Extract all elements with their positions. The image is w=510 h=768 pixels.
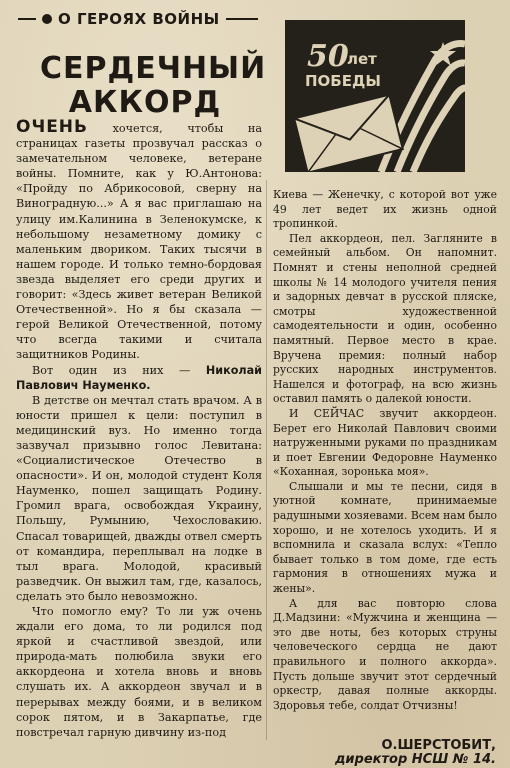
emblem-word-years: лет — [347, 50, 377, 68]
lead-word: ОЧЕНЬ — [16, 117, 88, 137]
bullet-icon — [42, 14, 52, 24]
paragraph: В детстве он мечтал стать врачом. А в юности пришел к цели: поступил в медицинский вуз. Но именно тогда зазвучал призывно голос Левитана: «Социалистическое Отечество в опасности». И он, молодой студент Коля Науменко, пошел защищать Родину. Громил врага, освобождая Украину, Польшу, Румынию, Чехословакию. Спасал товарищей, дважды отвел смерть от командира, переплывал на лодке в тыл врага. Молодой, красивый разведчик. Он выжил там, где, казалось, сделать это было невозможно. — [16, 393, 262, 603]
paragraph — [16, 117, 262, 363]
headline-line-2: АККОРД — [68, 85, 222, 120]
paragraph: Слышали и мы те песни, сидя в уютной комнате, принимаемые радушными хозяевами. Всем нам было хорошо, и не хотелось уходить. И я вспомнила и сказала вслух: «Тепло бывает только в том доме, где есть гармония в отношениях мужа и жены». — [273, 479, 497, 596]
author-role: директор НСШ № 14. — [334, 752, 496, 767]
paragraph-text: Вот один из них — — [32, 363, 206, 377]
rubric — [18, 10, 258, 28]
paragraph: Киева — Женечку, с которой вот уже 49 лет ведет их жизнь одной тропинкой. — [273, 188, 497, 231]
hero-name: Николай Павлович Науменко. — [16, 363, 262, 392]
emblem-word-victory: ПОБЕДЫ — [305, 72, 381, 90]
paragraph: А для вас повторю слова Д.Мадзини: «Мужчина и женщина — это две ноты, без которых струны человеческого сердца не дают правильного и полного аккорда». Пусть дольше звучит этот сердечный оркестр, давая полные аккорды. Здоровья тебе, солдат Отчизны! — [273, 596, 497, 712]
envelope-ribbon-icon — [285, 20, 465, 172]
victory-50-emblem — [285, 20, 465, 172]
rubric-label: О ГЕРОЯХ ВОЙНЫ — [58, 10, 220, 28]
emblem-number: 50 — [307, 39, 349, 74]
column-divider — [266, 180, 267, 740]
author-name: О.ШЕРСТОБИТ, — [381, 738, 496, 753]
paragraph-text: хочется, чтобы на страницах газеты прозвучал рассказ о замечательном человеке, ветеране войны. Помните, как у Ю.Антонова: «Пройду по Абрикосовой, сверну на Виноградную...» А я вас приглашаю на улицу им.Калинина в Зеленокумске, к небольшому незаметному домику с маленьким двориком. Таких тысячи в нашем городе. И только темно-бордовая звезда выделяет его среди других и говорит: «Здесь живет ветеран Великой Отечественной». Но я бы сказала — герой Великой Отечественной, потому что всегда такими и считала защитников Родины. — [16, 122, 262, 362]
article-column-2 — [273, 188, 497, 713]
rubric-rule-left — [18, 18, 36, 20]
article-column-1 — [16, 117, 262, 740]
headline-line-1: СЕРДЕЧНЫЙ — [40, 51, 267, 86]
rubric-rule-right — [226, 18, 258, 20]
paragraph — [16, 363, 262, 393]
paragraph: Пел аккордеон, пел. Загляните в семейный альбом. Он напомнит. Помнят и стены неполной средней школы № 14 молодого учителя пения и задорных девчат в русской пляске, смотры художественной самодеятельности и один, особенно памятный. Первое место в крае. Вручена премия: полный набор русских народных инструментов. Нашелся и фотограф, на всю жизнь оставил память о далекой юности. — [273, 231, 497, 406]
paragraph: И СЕЙЧАС звучит аккордеон. Берет его Николай Павлович своими натруженными руками по праздникам и поет Евгении Федоровне Науменко «Коханная, зоронька моя». — [273, 406, 497, 479]
paragraph: Что помогло ему? То ли уж очень ждали его дома, то ли родился под яркой и счастливой звездой, или природа-мать полюбила звуки его аккордеона и хотела вновь и вновь слушать их. А аккордеон звучал и в перерывах между боями, и в великом сорок пятом, и в Закарпатье, где повстречал гарную дивчину из-под — [16, 605, 262, 739]
